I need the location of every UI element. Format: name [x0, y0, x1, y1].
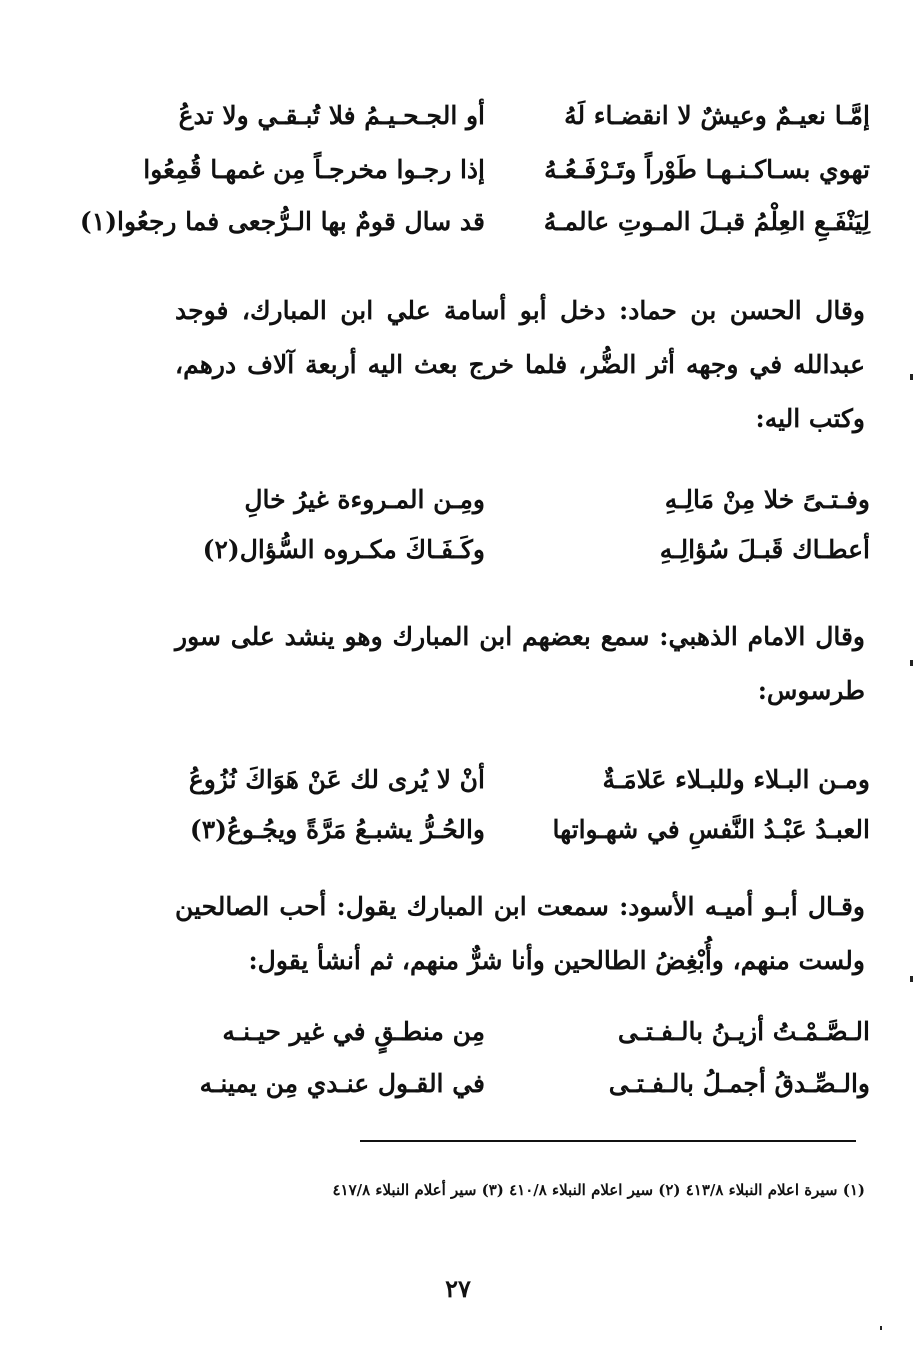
- scan-mark: [910, 660, 913, 666]
- verse-hemistich-left: أنْ لا يُرى لك عَنْ هَوَاكَ نُزُوعُ: [188, 765, 485, 794]
- verse-hemistich-right: إمَّـا نعيـمٌ وعيشٌ لا انقضـاء لَهُ: [564, 101, 870, 130]
- poem-4-line-2: [170, 1064, 870, 1104]
- page-number: ٢٧: [445, 1274, 471, 1303]
- verse-hemistich-right: وفـتـىً خلا مِنْ مَالِـهِ: [664, 485, 870, 514]
- footnote: (١) سيرة اعلام النبلاء ٤١٣/٨ (٢) سير اعلام النبلاء ٤١٠/٨ (٣) سير أعلام النبلاء ٤١٧/٨: [332, 1181, 865, 1199]
- verse-hemistich-right: العبـدُ عَبْـدُ النَّفسِ في شهـواتها: [552, 815, 870, 844]
- scan-mark: [910, 976, 913, 982]
- poem-3: [170, 760, 870, 860]
- poem-3-line-2: [170, 810, 870, 850]
- verse-hemistich-right: الـصَّـمْـتُ أزيـنُ بالـفـتـى: [617, 1017, 870, 1046]
- verse-hemistich-left: مِن منطـقٍ في غير حيـنـه: [222, 1017, 485, 1046]
- scan-mark: [910, 374, 913, 380]
- verse-hemistich-right: لِيَنْفَـعِ العِلْمُ قبـلَ المـوتِ عالمـهُ: [543, 207, 870, 236]
- poem-1-line-3: [79, 202, 870, 242]
- verse-hemistich-right: أعطـاك قَبـلَ سُؤالِـهِ: [659, 535, 870, 564]
- poem-1-line-1: [170, 96, 870, 136]
- paragraph-3-text: وقـال أبـو أميـه الأسود: سمعت ابن المبارك يقول: أحب الصالحين ولست منهم، وأُبْغِضُ الطالحين وأنا شرٌّ منهم، ثم أنشأ يقول:: [175, 892, 865, 975]
- poem-1-line-2: [143, 150, 870, 190]
- scan-mark: [880, 1326, 882, 1330]
- poem-3-line-1: [170, 760, 870, 800]
- verse-hemistich-right: تهوي بسـاكـنـهـا طَوْراً وتَـرْفَـعُـهُ: [544, 155, 870, 184]
- paragraph-2: [175, 610, 865, 718]
- poem-4: [170, 1012, 870, 1112]
- paragraph-1-text: وقال الحسن بن حماد: دخل أبو أسامة علي ابن المبارك، فوجد عبدالله في وجهه أثر الضُّر، فلما خرج بعث اليه أربعة آلاف درهم، وكتب اليه:: [175, 296, 865, 433]
- paragraph-3: [175, 880, 865, 988]
- verse-hemistich-left: قد سال قومٌ بها الـرُّجعى فما رجعُوا(١): [79, 207, 485, 236]
- poem-2-line-2: [170, 530, 870, 570]
- poem-1: [79, 96, 870, 246]
- verse-hemistich-left: إذا رجـوا مخرجـاً مِن غمهـا قُمِعُوا: [143, 155, 485, 184]
- verse-hemistich-left: وكَـفَـاكَ مكـروه السُّؤال(٢): [202, 535, 485, 564]
- paragraph-1: [175, 284, 865, 446]
- verse-hemistich-left: أو الجـحـيـمُ فلا تُبـقـي ولا تدعُ: [178, 101, 485, 130]
- poem-4-line-1: [170, 1012, 870, 1052]
- verse-hemistich-left: والحُـرُّ يشبـعُ مَرَّةً ويجُـوعُ(٣): [189, 815, 485, 844]
- footnote-divider: [360, 1140, 856, 1142]
- poem-2: [170, 480, 870, 580]
- verse-hemistich-left: في القـول عنـدي مِن يمينـه: [199, 1069, 485, 1098]
- verse-hemistich-right: ومـن البـلاء وللبـلاء عَلامَـةٌ: [602, 765, 870, 794]
- paragraph-2-text: وقال الامام الذهبي: سمع بعضهم ابن المبارك وهو ينشد على سور طرسوس:: [175, 622, 865, 705]
- verse-hemistich-right: والـصِّـدقُ أجمـلُ بالـفـتـى: [608, 1069, 870, 1098]
- verse-hemistich-left: ومِـن المـروءة غيرُ خالِ: [244, 485, 485, 514]
- poem-2-line-1: [170, 480, 870, 520]
